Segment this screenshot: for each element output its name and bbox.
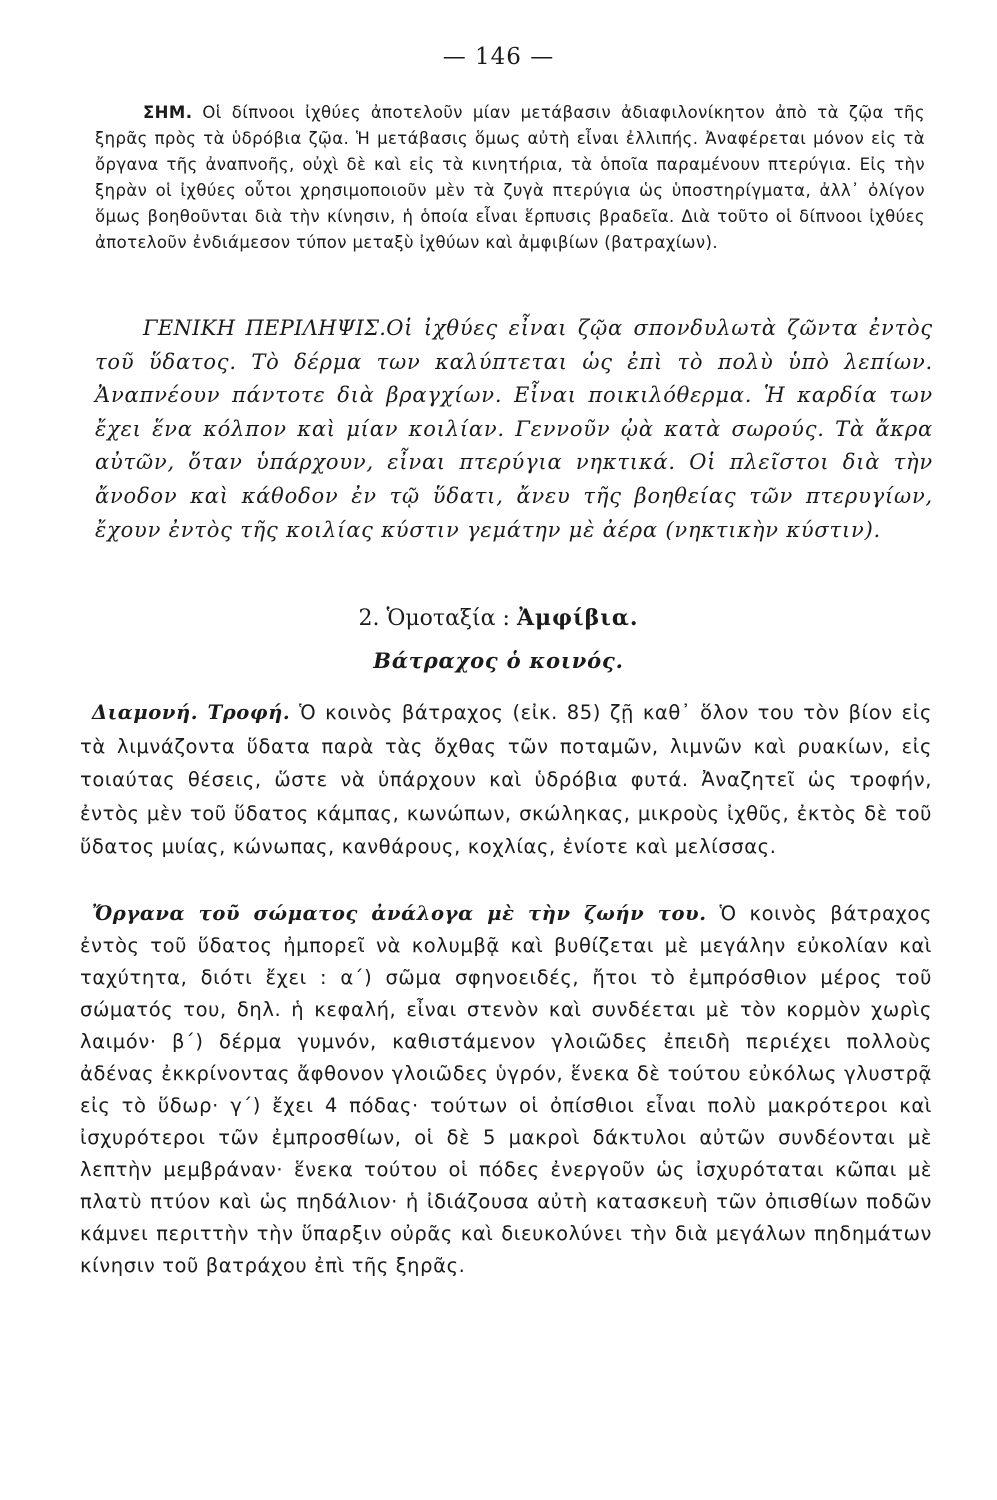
organs-text: Ὁ κοινὸς βάτραχος ἐντὸς τοῦ ὕδατος ἠμπορεῖ νὰ κολυμβᾷ καὶ βυθίζεται μὲ μεγάλην εὐκολίαν καὶ ταχύτητα, διότι ἔχει : α´) σῶμα σφηνοειδές, ἤτοι τὸ ἐμπρόσθιον μέρος τοῦ σώματός του, δηλ. ἡ κεφαλή, εἶναι στενὸν καὶ συνδέεται μὲ τὸν κορμὸν χωρὶς λαιμόν· β´) δέρμα γυμνόν, καθιστάμενον γλοιῶδες ἐπειδὴ περιέχει πολλοὺς ἀδένας ἐκκρίνοντας ἄφθονον γλοιῶδες ὑγρόν, ἕνεκα δὲ τούτου εὐκόλως γλυστρᾷ εἰς τὸ ὕδωρ· γ´) ἔχει 4 πόδας· τούτων οἱ ὀπίσθιοι εἶναι πολὺ μακρότεροι καὶ ἰσχυρότεροι τῶν ἐμπροσθίων, οἱ δὲ 5 μακροὶ δάκτυλοι αὐτῶν συνδέονται μὲ λεπτὴν μεμβράναν· ἕνεκα τούτου οἱ πόδες ἐνεργοῦν ὡς ἰσχυρόταται κῶπαι μὲ πλατὺ πτύον καὶ ὡς πηδάλιον· ἡ ἰδιάζουσα αὐτὴ κατασκευὴ τῶν ὀπισθίων ποδῶν κάμνει περιττὴν τὴν ὕπαρξιν οὐρᾶς καὶ διευκολύνει τὴν διὰ μεγάλων πηδημάτων κίνησιν τοῦ βατράχου ἐπὶ τῆς ξηρᾶς. <box>80 902 932 1277</box>
note-text: Οἱ δίπνοοι ἰχθύες ἀποτελοῦν μίαν μετάβασιν ἀδιαφιλονίκητον ἀπὸ τὰ ζῷα τῆς ξηρᾶς πρὸς τὰ ὑδρόβια ζῷα. Ἡ μετάβασις ὅμως αὐτὴ εἶναι ἐλλιπής. Ἀναφέρεται μόνον εἰς τὰ ὄργανα τῆς ἀναπνοῆς, οὐχὶ δὲ καὶ εἰς τὰ κινητήρια, τὰ ὁποῖα παραμένουν πτερύγια. Εἰς τὴν ξηρὰν οἱ ἰχθύες οὗτοι χρησιμοποιοῦν μὲν τὰ ζυγὰ πτερύγια ὡς ὑποστηρίγματα, ἀλλ᾽ ὀλίγον ὅμως βοηθοῦνται διὰ τὴν κίνησιν, ἡ ὁποία εἶναι ἕρπυσις βραδεῖα. Διὰ τοῦτο οἱ δίπνοοι ἰχθύες ἀποτελοῦν ἐνδιάμεσον τύπον μεταξὺ ἰχθύων καὶ ἀμφιβίων (βατραχίων). <box>95 103 925 252</box>
habitat-lead: Διαμονή. Τροφή. <box>92 701 291 724</box>
habitat-text: Ὁ κοινὸς βάτραχος (εἰκ. 85) ζῇ καθ᾽ ὅλον του τὸν βίον εἰς τὰ λιμνάζοντα ὕδατα παρὰ τὰς ὄχθας τῶν ποταμῶν, λιμνῶν καὶ ρυακίων, εἰς τοιαύτας θέσεις, ὥστε νὰ ὑπάρχουν καὶ ὑδρόβια φυτά. Ἀναζητεῖ ὡς τροφήν, ἐντὸς μὲν τοῦ ὕδατος κάμπας, κωνώπων, σκώληκας, μικροὺς ἰχθῦς, ἐκτὸς δὲ τοῦ ὕδατος μυίας, κώνωπας, κανθάρους, κοχλίας, ἐνίοτε καὶ μελίσσας. <box>80 701 933 858</box>
paragraph-body-organs <box>80 898 932 1282</box>
note-label: ΣΗΜ. <box>143 103 193 122</box>
species-heading: Βάτραχος ὁ κοινός. <box>373 648 624 673</box>
footnote-dipnoi <box>95 100 925 256</box>
class-heading-name: Ἀμφίβια. <box>516 605 639 631</box>
general-summary <box>95 312 933 547</box>
class-heading-prefix: 2. Ὁμοταξία : <box>358 606 517 631</box>
summary-text: Οἱ ἰχθύες εἶναι ζῷα σπονδυλωτὰ ζῶντα ἐντὸς τοῦ ὕδατος. Τὸ δέρμα των καλύπτεται ὡς ἐπὶ τὸ πολὺ ὑπὸ λεπίων. Ἀναπνέουν πάντοτε διὰ βραγχίων. Εἶναι ποικιλόθερμα. Ἡ καρδία των ἔχει ἕνα κόλπον καὶ μίαν κοιλίαν. Γεννοῦν ᾠὰ κατὰ σωρούς. Τὰ ἄκρα αὐτῶν, ὅταν ὑπάρχουν, εἶναι πτερύγια νηκτικά. Οἱ πλεῖστοι διὰ τὴν ἄνοδον καὶ κάθοδον ἐν τῷ ὕδατι, ἄνευ τῆς βοηθείας τῶν πτερυγίων, ἔχουν ἐντὸς τῆς κοιλίας κύστιν γεμάτην μὲ ἀέρα (νηκτικὴν κύστιν). <box>95 316 933 542</box>
organs-lead: Ὄργανα τοῦ σώματος ἀνάλογα μὲ τὴν ζωήν του. <box>92 902 707 925</box>
page-number: — 146 — <box>442 44 555 70</box>
class-heading <box>0 605 997 631</box>
paragraph-habitat-food <box>80 696 932 864</box>
summary-title: ΓΕΝΙΚΗ ΠΕΡΙΛΗΨΙΣ. <box>143 316 387 340</box>
